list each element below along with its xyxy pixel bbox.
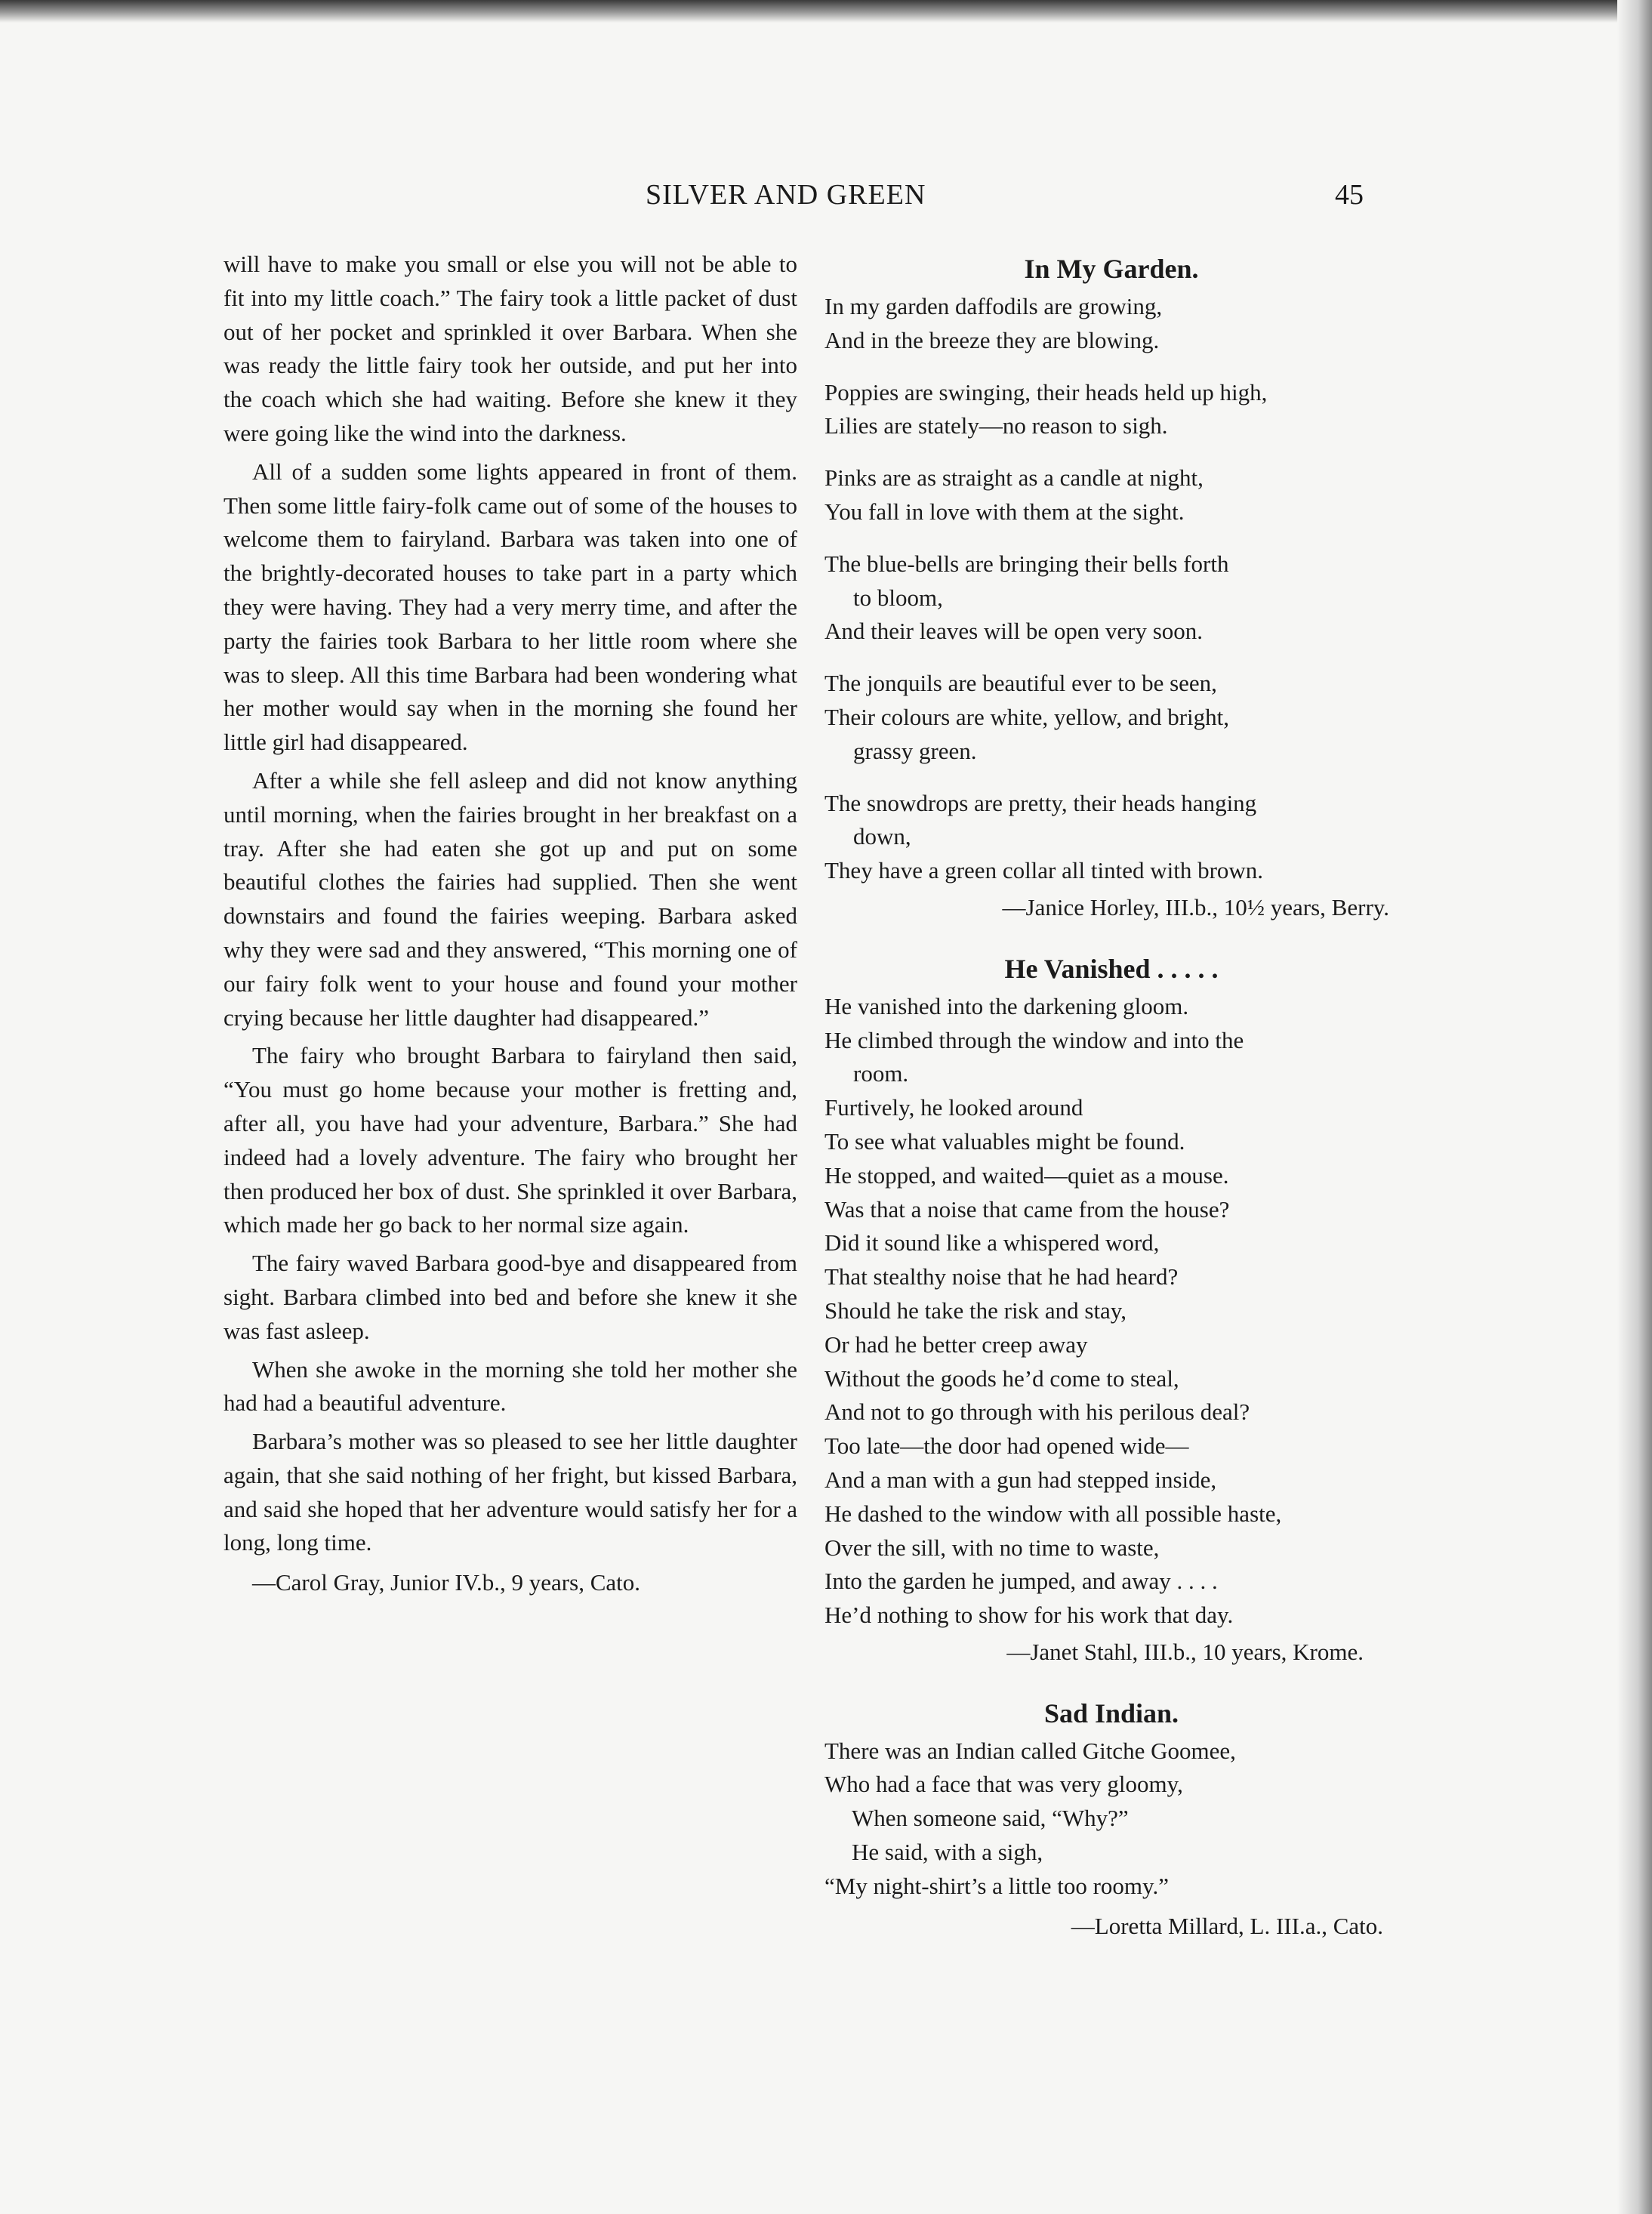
poem-line: He’d nothing to show for his work that day. <box>824 1602 1234 1629</box>
poem-line: He stopped, and waited—quiet as a mouse. <box>824 1161 1229 1189</box>
scan-binding-edge <box>1617 0 1652 2214</box>
poem-line: to bloom, <box>853 584 943 611</box>
poem-line: grassy green. <box>853 737 977 764</box>
poem-line: In my garden daffodils are growing, <box>824 293 1163 319</box>
story-paragraph: After a while she fell asleep and did not know anything until morning, when the fairies brought in her breakfast on a tray. After she had eaten she got up and put on some beautiful clothes the fairies had supplied. Then she went downstairs and found the fairies weeping. Barbara asked why they were sad and they answered, “This morning one of our fairy folk went to your house and found your mother crying because her little daughter had disappeared.” <box>223 766 797 1031</box>
poem-line: He vanished into the darkening gloom. <box>824 992 1189 1019</box>
scan-top-edge <box>0 0 1652 23</box>
vanished-poem-signature: —Janet Stahl, III.b., 10 years, Krome. <box>1006 1638 1364 1665</box>
poem-line: Lilies are stately—no reason to sigh. <box>824 412 1168 439</box>
poem-line: room. <box>853 1060 909 1087</box>
poem-line: The jonquils are beautiful ever to be seen, <box>824 670 1217 697</box>
poem-stanza <box>824 290 1398 358</box>
poem-line: Their colours are white, yellow, and bright, <box>824 703 1230 730</box>
poem-line: Too late—the door had opened wide— <box>824 1432 1189 1460</box>
section-gap <box>824 925 1398 948</box>
garden-poem-signature: —Janice Horley, III.b., 10½ years, Berry. <box>1002 893 1389 920</box>
poem-line: Should he take the risk and stay, <box>824 1297 1127 1324</box>
poem-stanza <box>824 787 1398 888</box>
poem-line: And not to go through with his perilous deal? <box>824 1398 1250 1426</box>
poem-line: He climbed through the window and into the <box>824 1026 1244 1053</box>
poem-line: “My night-shirt’s a little too roomy.” <box>824 1872 1170 1899</box>
story-paragraph: All of a sudden some lights appeared in front of them. Then some little fairy-folk came out of some of the houses to welcome them to fairyland. Barbara was taken into one of the brightly-decorated houses to take part in a party which they were having. They had a very merry time, and after the party the fairies took Barbara to her little room where she was to sleep. All this time Barbara had been wondering what her mother would say when in the morning she found her little girl had disappeared. <box>223 458 797 756</box>
poems-column <box>824 248 1398 1943</box>
poem-line: And a man with a gun had stepped inside, <box>824 1466 1217 1493</box>
story-paragraph: When she awoke in the morning she told her mother she had had a beautiful adventure. <box>223 1355 797 1417</box>
poem-stanza <box>824 461 1398 529</box>
poem-line: He dashed to the window with all possible haste, <box>824 1500 1282 1527</box>
poem-line: To see what valuables might be found. <box>824 1127 1185 1155</box>
story-paragraph: The fairy who brought Barbara to fairyland then said, “You must go home because your mother is fretting and, after all, you have had your adventure, Barbara.” She had indeed had a lovely adventure. The fairy who brought her then produced her box of dust. She sprinkled it over Barbara, which made her go back to her normal size again. <box>223 1042 797 1238</box>
story-paragraph: Barbara’s mother was so pleased to see her little daughter again, that she said nothing of her fright, but kissed Barbara, and said she hoped that her adventure would satisfy her for a long, long time. <box>223 1428 797 1556</box>
poem-line: And their leaves will be open very soon. <box>824 618 1204 645</box>
section-gap <box>824 1670 1398 1692</box>
poem-line: Into the garden he jumped, and away . . . . <box>824 1568 1218 1595</box>
running-title: SILVER AND GREEN <box>646 179 926 211</box>
poem-line: down, <box>853 823 911 850</box>
poem-stanza <box>824 547 1398 649</box>
poem-line: Or had he better creep away <box>824 1331 1088 1358</box>
poem-line: Over the sill, with no time to waste, <box>824 1534 1160 1561</box>
poem-line: Furtively, he looked around <box>824 1094 1083 1121</box>
poem-line: Did it sound like a whispered word, <box>824 1229 1160 1257</box>
poem-line: He said, with a sigh, <box>852 1839 1043 1866</box>
page-number: 45 <box>1335 179 1364 211</box>
poem-line: Was that a noise that came from the house? <box>824 1195 1230 1223</box>
poem-line: Without the goods he’d come to steal, <box>824 1364 1179 1392</box>
story-paragraph: will have to make you small or else you will not be able to fit into my little coach.” The fairy took a little packet of dust out of her pocket and sprinkled it over Barbara. When she was ready the little fairy took her outside, and put her into the coach which she had waiting. Before she knew it they were going like the wind into the darkness. <box>223 251 797 446</box>
poem-line: When someone said, “Why?” <box>852 1805 1129 1832</box>
indian-poem-title: Sad Indian. <box>1043 1698 1179 1728</box>
indian-poem-signature: —Loretta Millard, L. III.a., Cato. <box>1071 1912 1383 1939</box>
garden-poem <box>824 290 1398 925</box>
vanished-poem <box>824 990 1398 1670</box>
poem-line: You fall in love with them at the sight. <box>824 498 1185 525</box>
story-paragraph: The fairy waved Barbara good-bye and disappeared from sight. Barbara climbed into bed and before she knew it she was fast asleep. <box>223 1250 797 1344</box>
poem-line: And in the breeze they are blowing. <box>824 326 1160 353</box>
story-author-signature: —Carol Gray, Junior IV.b., 9 years, Cato. <box>252 1569 640 1596</box>
poem-line: The blue-bells are bringing their bells forth <box>824 550 1229 577</box>
poem-line: They have a green collar all tinted with brown. <box>824 857 1264 884</box>
poem-line: Who had a face that was very gloomy, <box>824 1771 1183 1798</box>
poem-stanza <box>824 376 1398 444</box>
poem-line: There was an Indian called Gitche Goomee, <box>824 1737 1236 1764</box>
indian-poem <box>824 1735 1398 1944</box>
poem-line: The snowdrops are pretty, their heads hanging <box>824 789 1257 816</box>
garden-poem-title: In My Garden. <box>1024 254 1199 284</box>
poem-line: Poppies are swinging, their heads held up high, <box>824 378 1268 405</box>
poem-line: That stealthy noise that he had heard? <box>824 1263 1179 1290</box>
story-column <box>223 248 797 1600</box>
poem-line: Pinks are as straight as a candle at night, <box>824 464 1204 492</box>
poem-stanza <box>824 667 1398 768</box>
vanished-poem-title: He Vanished . . . . . <box>1004 953 1219 984</box>
